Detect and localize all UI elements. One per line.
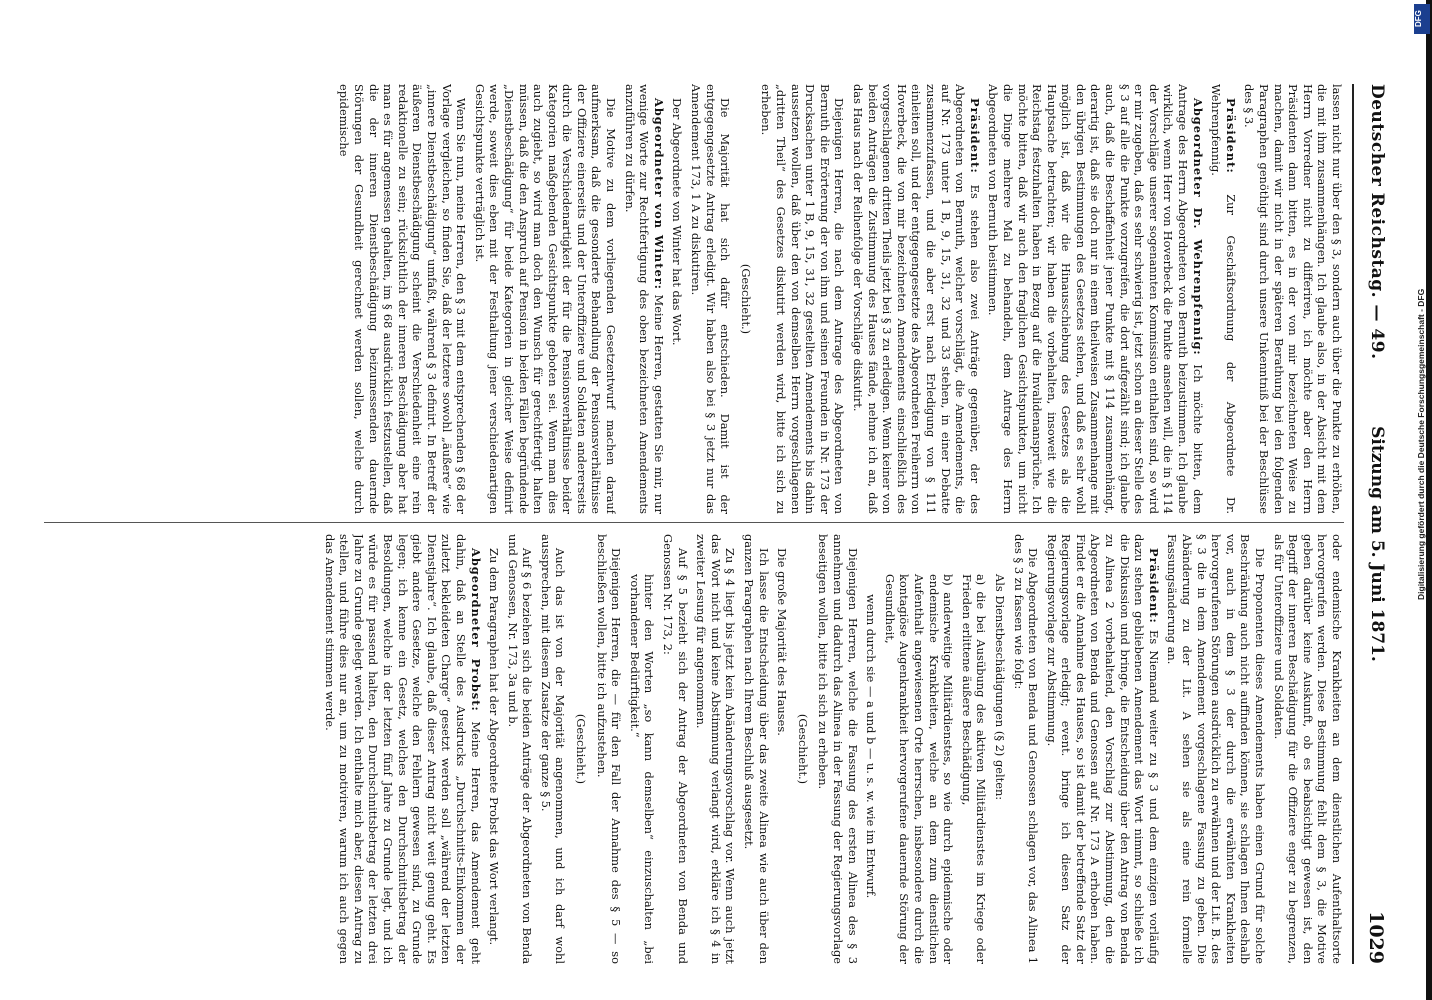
paragraph — [337, 84, 468, 514]
paragraph-text: Ich lasse die Entscheidung über das zweite Alinea wie auch über den ganzen Paragraphen nach Ihrem Beschluß ausgesetzt. — [742, 534, 771, 964]
paragraph — [594, 534, 623, 964]
paragraph — [775, 534, 790, 964]
paragraph — [627, 534, 656, 964]
paragraph-text: hinter den Worten „so kann demselben“ einzuschalten „bei vorhandener Bedürftigkeit.“ — [627, 574, 657, 964]
header-publication: Deutscher Reichstag. — 49. — [1367, 84, 1387, 360]
page-header — [1357, 84, 1387, 964]
paragraph — [688, 84, 732, 514]
paragraph-text: wenn durch sie — a und b — u. s. w. wie im Entwurf. — [864, 594, 879, 899]
paragraph-text: Diejenigen Herren, die nach dem Antrage des Abgeordneten von Bernuth die Erörterung der von ihm und seinen Freunden in Nr. 173 der Drucksachen unter 1 B, 9, 15, 31, 32 gestellten Amendements bis dahin aussetzen wollen, daß über den von demselben Herrn vorgeschlagenen „dritten Theil“ des Gesetzes diskutirt werden wird, bitte ich sich zu erheben. — [759, 84, 847, 514]
paragraph-text: Wenn Sie nun, meine Herren, den § 3 mit dem entsprechenden § 68 der Vorlage vergleichen, so finden Sie, daß der letztere sowohl „äußere“ wie „innere Dienstbeschädigung“ umfaßt, während § 3 definirt. In Betreff der äußeren Dienstbeschädigung scheint die Verschiedenheit eine rein redaktionelle zu sein; rücksichtlich der inneren Beschädigung aber hat man es für angemessen gehalten, im § 68 ausdrücklich festzustellen, daß die der inneren Dienstbeschädigung beizumessenden dauernde Störungen der Gesundheit gerechnet werden sollen, welche durch epidemische — [337, 84, 469, 514]
paragraph-text: (Geschieht.) — [738, 263, 753, 335]
paragraph — [670, 84, 685, 514]
paragraph — [816, 534, 860, 964]
column-divider — [44, 522, 1344, 523]
paragraph-text: b) anderweitige Militärdienstes, so wie durch epidemische oder endemische Krankheiten, welche an dem zum dienstlichen Aufenthalt angewiesenen Orte herrschen, insbesondere durch die kontagiöse Augenkrankheit hervorgerufene dauernde Störung der Gesundheit, — [882, 574, 956, 964]
paragraph-text: a) die bei Ausübung des aktiven Militärdienstes im Kriege oder Frieden erlittene äußere Beschädigung, — [959, 574, 989, 964]
paragraph-text: Auf § 5 bezieht sich der Antrag der Abgeordneten von Benda und Genossen Nr. 173, 2: — [661, 534, 690, 964]
digitization-credit: Digitalisierung gefördert durch die Deutsche Forschungsgemeinschaft - DFG — [1416, 288, 1426, 600]
paragraph-text: Zu dem Paragraphen hat der Abgeordnete Probst das Wort verlangt. — [487, 548, 502, 946]
paragraph — [882, 534, 955, 964]
stage-direction — [738, 84, 753, 514]
paragraph — [1209, 84, 1238, 514]
paragraph-text: Diejenigen Herren, welche die Fassung des ersten Alinea des § 3 annehmen und dadurch das Alinea in der Fassung der Regierungsvorlage beseitigen wollen, bitte ich sich zu erheben. — [816, 534, 860, 964]
header-rule — [1352, 84, 1354, 964]
paragraph-text: Es Niemand weiter zu § 3 und dem einzigen vorläufig dazu stehen gebliebenen Amendement das Wort nimmt, so schließe ich die Diskussion und bringe, die Entscheidung über den Antrag von Benda zu Alinea 2 vorbehaltend, den Vorschlag zur Abstimmung, den die Abgeordneten von Benda und Genossen auf Nr. 173 A erhoben haben. Findet er die Annahme des Hauses, so ist damit der betreffende Satz der Regierungsvorlage erledigt; event. bringe ich diesen Satz der Regierungsvorlage zur Abstimmung. — [1044, 534, 1161, 964]
paragraph — [322, 534, 483, 964]
paragraph-text: Die Majorität hat sich dafür entschieden. Damit ist der entgegengesetzte Antrag erledigt. Wir haben also bei § 3 jetzt nur das Amendement 173, 1 A zu diskutiren. — [689, 84, 733, 514]
paragraph-text: Auch das ist von der Majorität angenommen, und ich darf wohl aussprechen, mit diesem Zusatze der ganze § 5. — [538, 534, 568, 964]
paragraph-text: Der Abgeordnete von Winter hat das Wort. — [670, 98, 685, 346]
speaker-name: Abgeordneter Dr. Wehrenpfennig: — [1190, 98, 1205, 356]
paragraph-text: Die Proponenten dieses Amendements haben einen Grund für solche Beschränkung auch nicht auffinden können, sie schlagen Ihnen deshalb vor, auch in dem § 3 der durch die erwähnten Krankheiten hervorgerufenen Störungen ausdrücklich zu erwähnen und der Lit. B. des § 3 die in dem Amendement vorgeschlagene Fassung zu geben. Die Abänderung zu der Lit. A sehen sie als eine rein formelle Fassungsänderung an. — [1165, 534, 1268, 964]
paragraph-text: Als Dienstbeschädigungen (§ 2) gelten: — [992, 574, 1007, 801]
speaker-name: Präsident: — [967, 98, 982, 174]
paragraph — [992, 534, 1007, 964]
paragraph-text: (Geschieht.) — [574, 713, 589, 785]
paragraph — [1271, 534, 1344, 964]
paragraph — [622, 84, 666, 514]
paragraph-text: oder endemische Krankheiten an dem dienstlichen Aufenthaltsorte hervorgerufen werden. Diese Bestimmung fehlt dem § 3, die Motive geben darüber keine Auskunft, ob es beabsichtigt gewesen ist, den Begriff der inneren Beschädigung für die Offiziere enger zu begrenzen, als für Unteroffiziere und Soldaten. — [1271, 534, 1344, 964]
page-number: 1029 — [1365, 911, 1387, 964]
speaker-name: Präsident: — [1146, 548, 1161, 624]
paragraph — [487, 534, 502, 964]
paragraph-text: Die Abgeordneten von Benda und Genossen schlagen vor, das Alinea 1 des § 3 zu fassen wie folgt: — [1011, 534, 1041, 964]
paragraph — [660, 534, 689, 964]
paragraph — [986, 84, 1205, 514]
speaker-name: Abgeordneter von Winter: — [651, 98, 666, 290]
paragraph-text: Ich möchte bitten, dem Antrage des Herrn Abgeordneten von Bernuth beizustimmen. Ich glaube wirklich, wenn Herr von Hoverbeck die Punkte ansehen will, die in § 114 der Vorschläge unserer sogenannten Kommission enthalten sind, so wird er mir zugeben, daß es sehr schwierig ist, jetzt schon an dieser Stelle des § 3 auf alle die Punkte vorzugreifen, die dort aufgezählt sind; ich glaube auch, daß die Beschaffenheit jener Punkte mit § 114 zusammenhängt, derartig ist, daß sie doch nur in einem theilweisen Zusammenhange mit den übrigen Bestimmungen des Gesetzes stehen, und daß es sehr wohl möglich ist, daß wir die Hinausschiebung des Gesetzes als die Hauptsache betrachten; wir haben die vorbehalten, insoweit wie die Reichstag festzuhalten haben in Bezug auf die Invalidenansprüche. Ich möchte bitten, daß wir auch den fraglichen Gesichtspunkten, um nicht die Dinge mehrere Mal zu behandeln, dem Antrage des Herrn Abgeordneten von Bernuth beistimmen. — [986, 84, 1205, 514]
paragraph — [741, 534, 770, 964]
paragraph-text: Die Motive zu dem vorliegenden Gesetzentwurf machen darauf aufmerksam, daß die gesonderte Behandlung der Pensionsverhältnisse der Offiziere einerseits und der Unteroffiziere und Soldaten andererseits durch die Verschiedenartigkeit der für die Pensionsverhältnisse beider Kategorien maßgebenden Gesichtspunkte geboten sei. Wenn man dies auch zugiebt, so wird man doch den Wunsch für gerechtfertigt halten müssen, daß die den Anspruch auf Pension in beiden Fällen begründende „Dienstbeschädigung“ für beide Kategorien in gleicher Weise definirt werde, soweit dies eben mit der Festhaltung jener verschiedenartigen Gesichtspunkte verträglich ist. — [472, 84, 619, 514]
paragraph — [472, 84, 618, 514]
paragraph-text: (Geschieht.) — [795, 713, 810, 785]
paragraph-text: Meine Herren, das Amendement geht dahin, daß an Stelle des Ausdrucks „Durchschnitts-Einkommen der zuletzt bekleideten Charge“ gesetzt werden soll „während der letzten Dienstjahre“. Ich glaube, daß dieser Antrag nicht weit genug geht. Es giebt andere Gesetze, welche den Fehlern gewesen sind, zu Grunde legen; ich kenne ein Gesetz, welches den Durchschnittsbetrag der Besoldungen, welche in der letzten fünf Jahre zu Grunde legt, und ich würde es für passend halten, den Durchschnittsbetrag der letzten drei Jahre zu Grunde gelegt werden. Ich enthalte mich aber, diesen Antrag zu stellen, und führe dies nur an, um zu motiviren, warum ich auch gegen das Amendement stimmen werde. — [322, 534, 483, 964]
paragraph — [959, 534, 988, 964]
paragraph-text: Es stehen also zwei Anträge gegenüber, der des Abgeordneten von Bernuth, welcher vorschlägt, die Amendements, die auf Nr. 173 unter 1 B, 9, 15, 31, 32 und 33 stehen, in einer Debatte zusammenzufassen, und die aber erst nach Erledigung von § 111 einleiten soll, und der entgegengesetzte des Abgeordneten Freiherrn von Hoverbeck, die von mir bezeichneten Amendements einschließlich des vorgeschlagenen dritten Theils jetzt bei § 3 zu erledigen. Wenn keiner von beiden Anträgen die Zustimmung des Hauses fände, nehme ich an, daß das Haus nach der Reihenfolge der Vorschläge diskutirt. — [851, 84, 982, 514]
text-column-right — [154, 534, 1344, 964]
paragraph-text: lassen nicht nur über den § 3, sondern auch über die Punkte zu erhöhen, die mit ihm zusammenhängen. Ich glaube also, in der Absicht mit dem Herrn Vorredner nicht zu differiren, ich möchte aber den Herrn Präsidenten dann bitten, es in der von mir bezeichneten Weise zu machen, damit wir nicht in der späteren Berathung bei den folgenden Paragraphen genöthigt sind durch unsere Unkenntniß bei der Beschlüsse des § 3. — [1242, 84, 1344, 514]
stage-direction — [574, 534, 589, 964]
paragraph — [505, 534, 534, 964]
paragraph — [694, 534, 738, 964]
paragraph — [759, 84, 847, 514]
paragraph-text: Auf § 6 beziehen sich die beiden Anträge der Abgeordneten von Benda und Genossen, Nr. 173, 3a und b. — [505, 534, 535, 964]
paragraph — [1165, 534, 1267, 964]
speaker-name: Präsident: — [1223, 98, 1238, 174]
paragraph — [850, 84, 981, 514]
stage-direction — [795, 534, 810, 964]
text-column-left — [24, 84, 1344, 514]
paragraph-text: Meine Herren, gestatten Sie mir, nur wenige Worte zur Rechtfertigung des oben bezeichneten Amendements anzuführen zu dürfen. — [622, 84, 666, 514]
dfg-logo: DFG — [1414, 4, 1430, 34]
speaker-name: Abgeordneter Probst: — [468, 548, 483, 712]
paragraph — [1011, 534, 1040, 964]
paragraph-text: Zur Geschäftsordnung der Abgeordnete Dr. Wehrenpfennig. — [1209, 84, 1238, 514]
paragraph-text: Zu § 4 liegt bis jetzt kein Abänderungsvorschlag vor. Wenn auch jetzt das Wort nicht und keine Abstimmung verlangt wird, erkläre ich § 4 in zweiter Lesung für angenommen. — [694, 534, 738, 964]
paragraph — [1242, 84, 1344, 514]
paragraph — [1044, 534, 1161, 964]
paragraph-text: Die große Majorität des Hauses. — [775, 548, 790, 736]
paragraph — [864, 534, 879, 964]
header-session-date: Sitzung am 5. Juni 1871. — [1367, 426, 1387, 662]
paragraph — [538, 534, 567, 964]
paragraph-text: Diejenigen Herren, die — für den Fall der Annahme des § 5 — so beschließen wollen, bitte ich aufzustehen. — [594, 534, 624, 964]
